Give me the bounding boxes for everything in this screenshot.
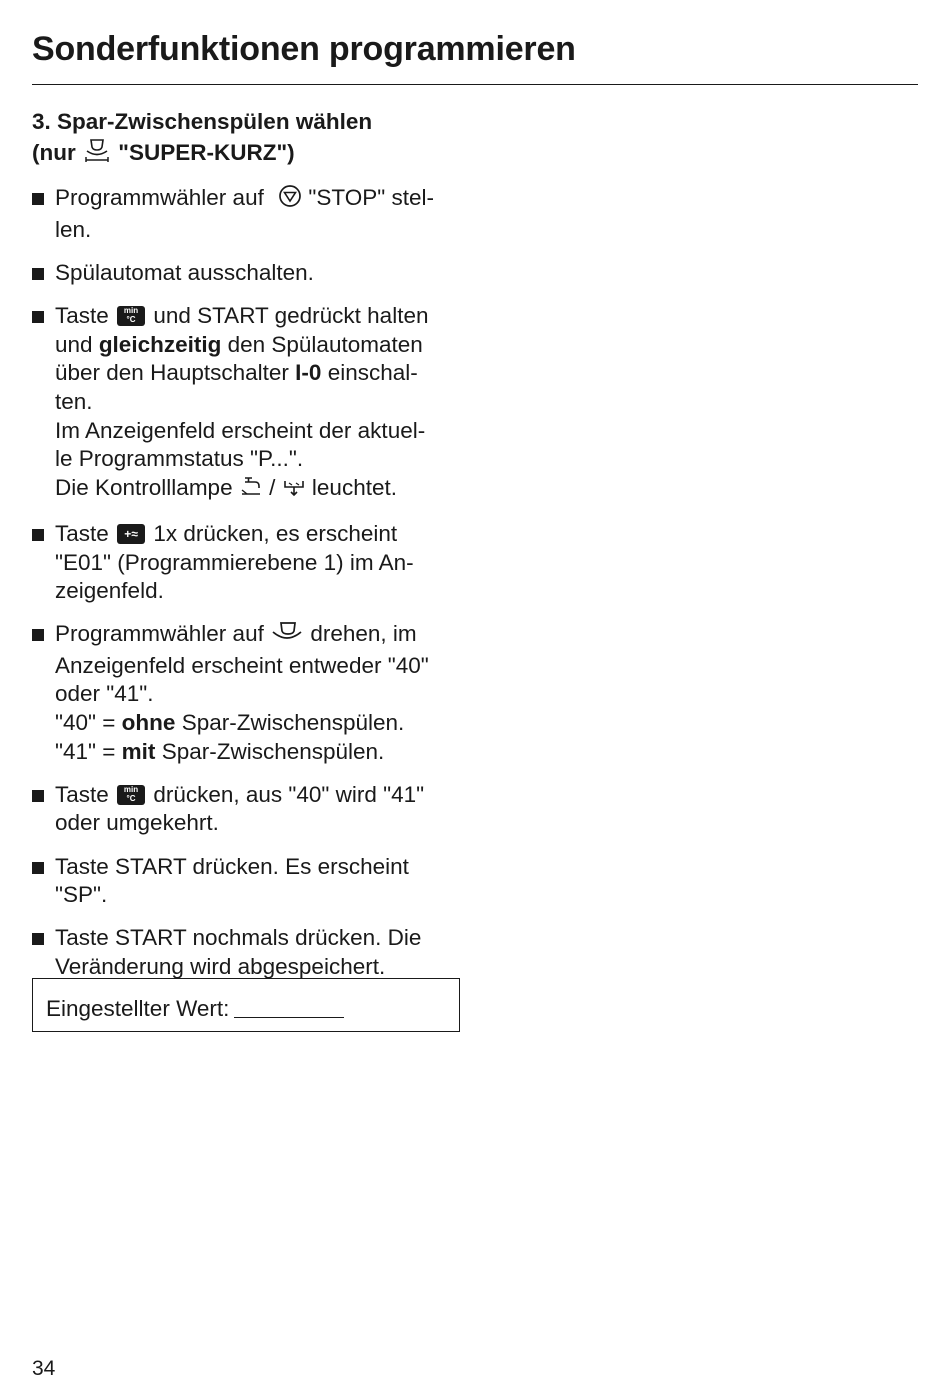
list-item: Spülautomat ausschalten. [32,259,462,288]
page-title: Sonderfunktionen programmieren [32,30,576,68]
content-column [32,108,462,996]
title-divider [32,84,918,85]
list-item: Programmwähler auf drehen, im Anzeigenfeld erscheint entweder "40" oder "41". "40" = ohne Spar-Zwischenspülen. "41" = mit Spar-Zwischenspülen. [32,620,462,766]
set-value-blank[interactable] [234,997,344,1018]
super-kurz-program-icon [82,137,112,171]
section-heading-line2 [32,137,462,171]
set-value-box [32,978,460,1032]
min-temp-key-icon: min °C [117,306,145,326]
list-item: Taste +≈ 1x drücken, es erscheint "E01" (Programmierebene 1) im An- zeigenfeld. [32,520,462,606]
section-heading-line1: 3. Spar-Zwischenspülen wählen [32,109,373,134]
stop-program-icon [278,184,302,216]
set-value-label: Eingestellter Wert: [46,996,230,1021]
list-item: Taste min °C und START gedrückt halten und gleichzeitig den Spülautomaten über den Hauptschalter I-0 einschal- ten. Im Anzeigenfeld erscheint der aktuel- le Programmstatus "P...". Die Kontrolllampe / leuchtet. [32,302,462,505]
heading-program-name: "SUPER-KURZ") [118,139,295,165]
list-item: Programmwähler auf "STOP" stel- len. [32,184,462,244]
instruction-list [32,184,462,981]
list-item: Taste START nochmals drücken. Die Veränderung wird abgespeichert. [32,924,462,981]
list-item: Taste START drücken. Es erscheint "SP". [32,853,462,910]
dry-plus-key-icon: +≈ [117,524,145,544]
min-temp-key-icon: min °C [117,785,145,805]
drain-lamp-icon [282,474,306,506]
list-item: Taste min °C drücken, aus "40" wird "41" oder umgekehrt. [32,781,462,838]
heading-prefix: (nur [32,139,76,165]
page-number: 34 [32,1357,56,1380]
section-heading [32,108,462,170]
inlet-lamp-icon [239,474,263,506]
cup-program-icon [270,620,304,652]
